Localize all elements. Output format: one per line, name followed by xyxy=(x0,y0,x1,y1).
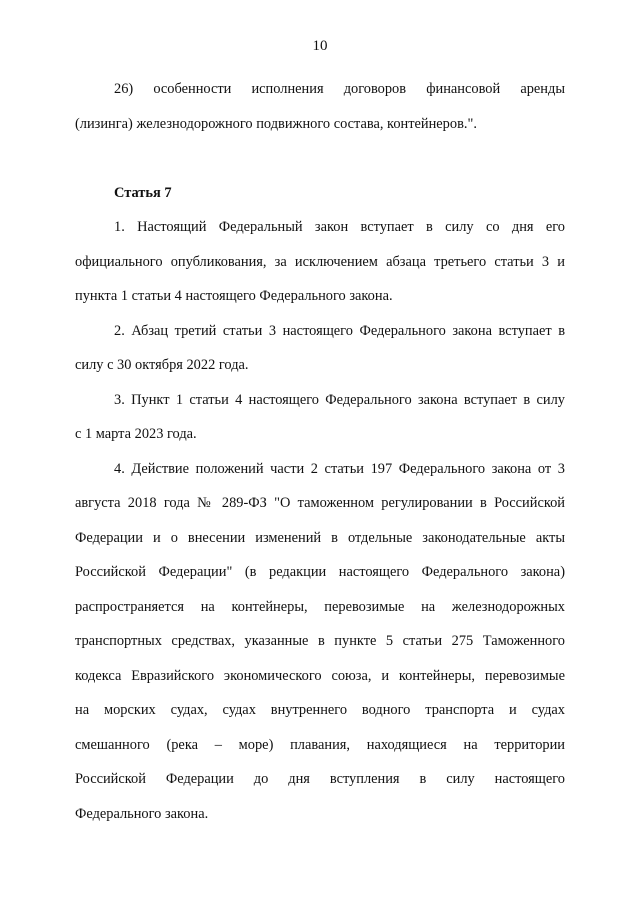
paragraph-2 xyxy=(75,314,565,383)
list-item-26 xyxy=(75,72,565,141)
text-line: Федерального закона. xyxy=(75,805,209,822)
paragraph-1 xyxy=(75,210,565,314)
text-line: 2. Абзац третий статьи 3 настоящего Федерального закона вступает в xyxy=(114,322,565,339)
document-body xyxy=(75,72,565,831)
text-line: с 1 марта 2023 года. xyxy=(75,426,197,442)
text-line: распространяется на контейнеры, перевозимые на железнодорожных xyxy=(75,598,565,615)
text-line: 4. Действие положений части 2 статьи 197 Федерального закона от 3 xyxy=(114,460,565,477)
text-line: смешанного (река – море) плавания, находящиеся на территории xyxy=(75,736,565,753)
text-line: 1. Настоящий Федеральный закон вступает в силу со дня его xyxy=(114,219,565,235)
text-line: кодекса Евразийского экономического союза, и контейнеры, перевозимые xyxy=(75,667,565,684)
paragraph-3 xyxy=(75,383,565,452)
text-line: 26) особенности исполнения договоров финансовой аренды xyxy=(114,81,565,97)
text-line: официального опубликования, за исключением абзаца третьего статьи 3 и xyxy=(75,253,565,270)
text-line: августа 2018 года № 289-ФЗ "О таможенном регулировании в Российской xyxy=(75,495,565,511)
text-line: Российской Федерации до дня вступления в силу настоящего xyxy=(75,771,565,787)
text-line: силу с 30 октября 2022 года. xyxy=(75,357,249,373)
text-line: Российской Федерации" (в редакции настоящего Федерального закона) xyxy=(75,564,565,580)
text-line: пункта 1 статьи 4 настоящего Федерального закона. xyxy=(75,288,393,304)
text-line: транспортных средствах, указанные в пункте 5 статьи 275 Таможенного xyxy=(75,633,565,649)
text-line: (лизинга) железнодорожного подвижного состава, контейнеров.". xyxy=(75,115,477,132)
text-line: на морских судах, судах внутреннего водного транспорта и судах xyxy=(75,702,565,718)
text-line: Федерации и о внесении изменений в отдельные законодательные акты xyxy=(75,529,565,546)
text-line: 3. Пункт 1 статьи 4 настоящего Федерального закона вступает в силу xyxy=(114,391,565,408)
page-number: 10 xyxy=(312,38,328,54)
article-heading: Статья 7 xyxy=(114,184,172,201)
paragraph-4 xyxy=(75,452,565,832)
